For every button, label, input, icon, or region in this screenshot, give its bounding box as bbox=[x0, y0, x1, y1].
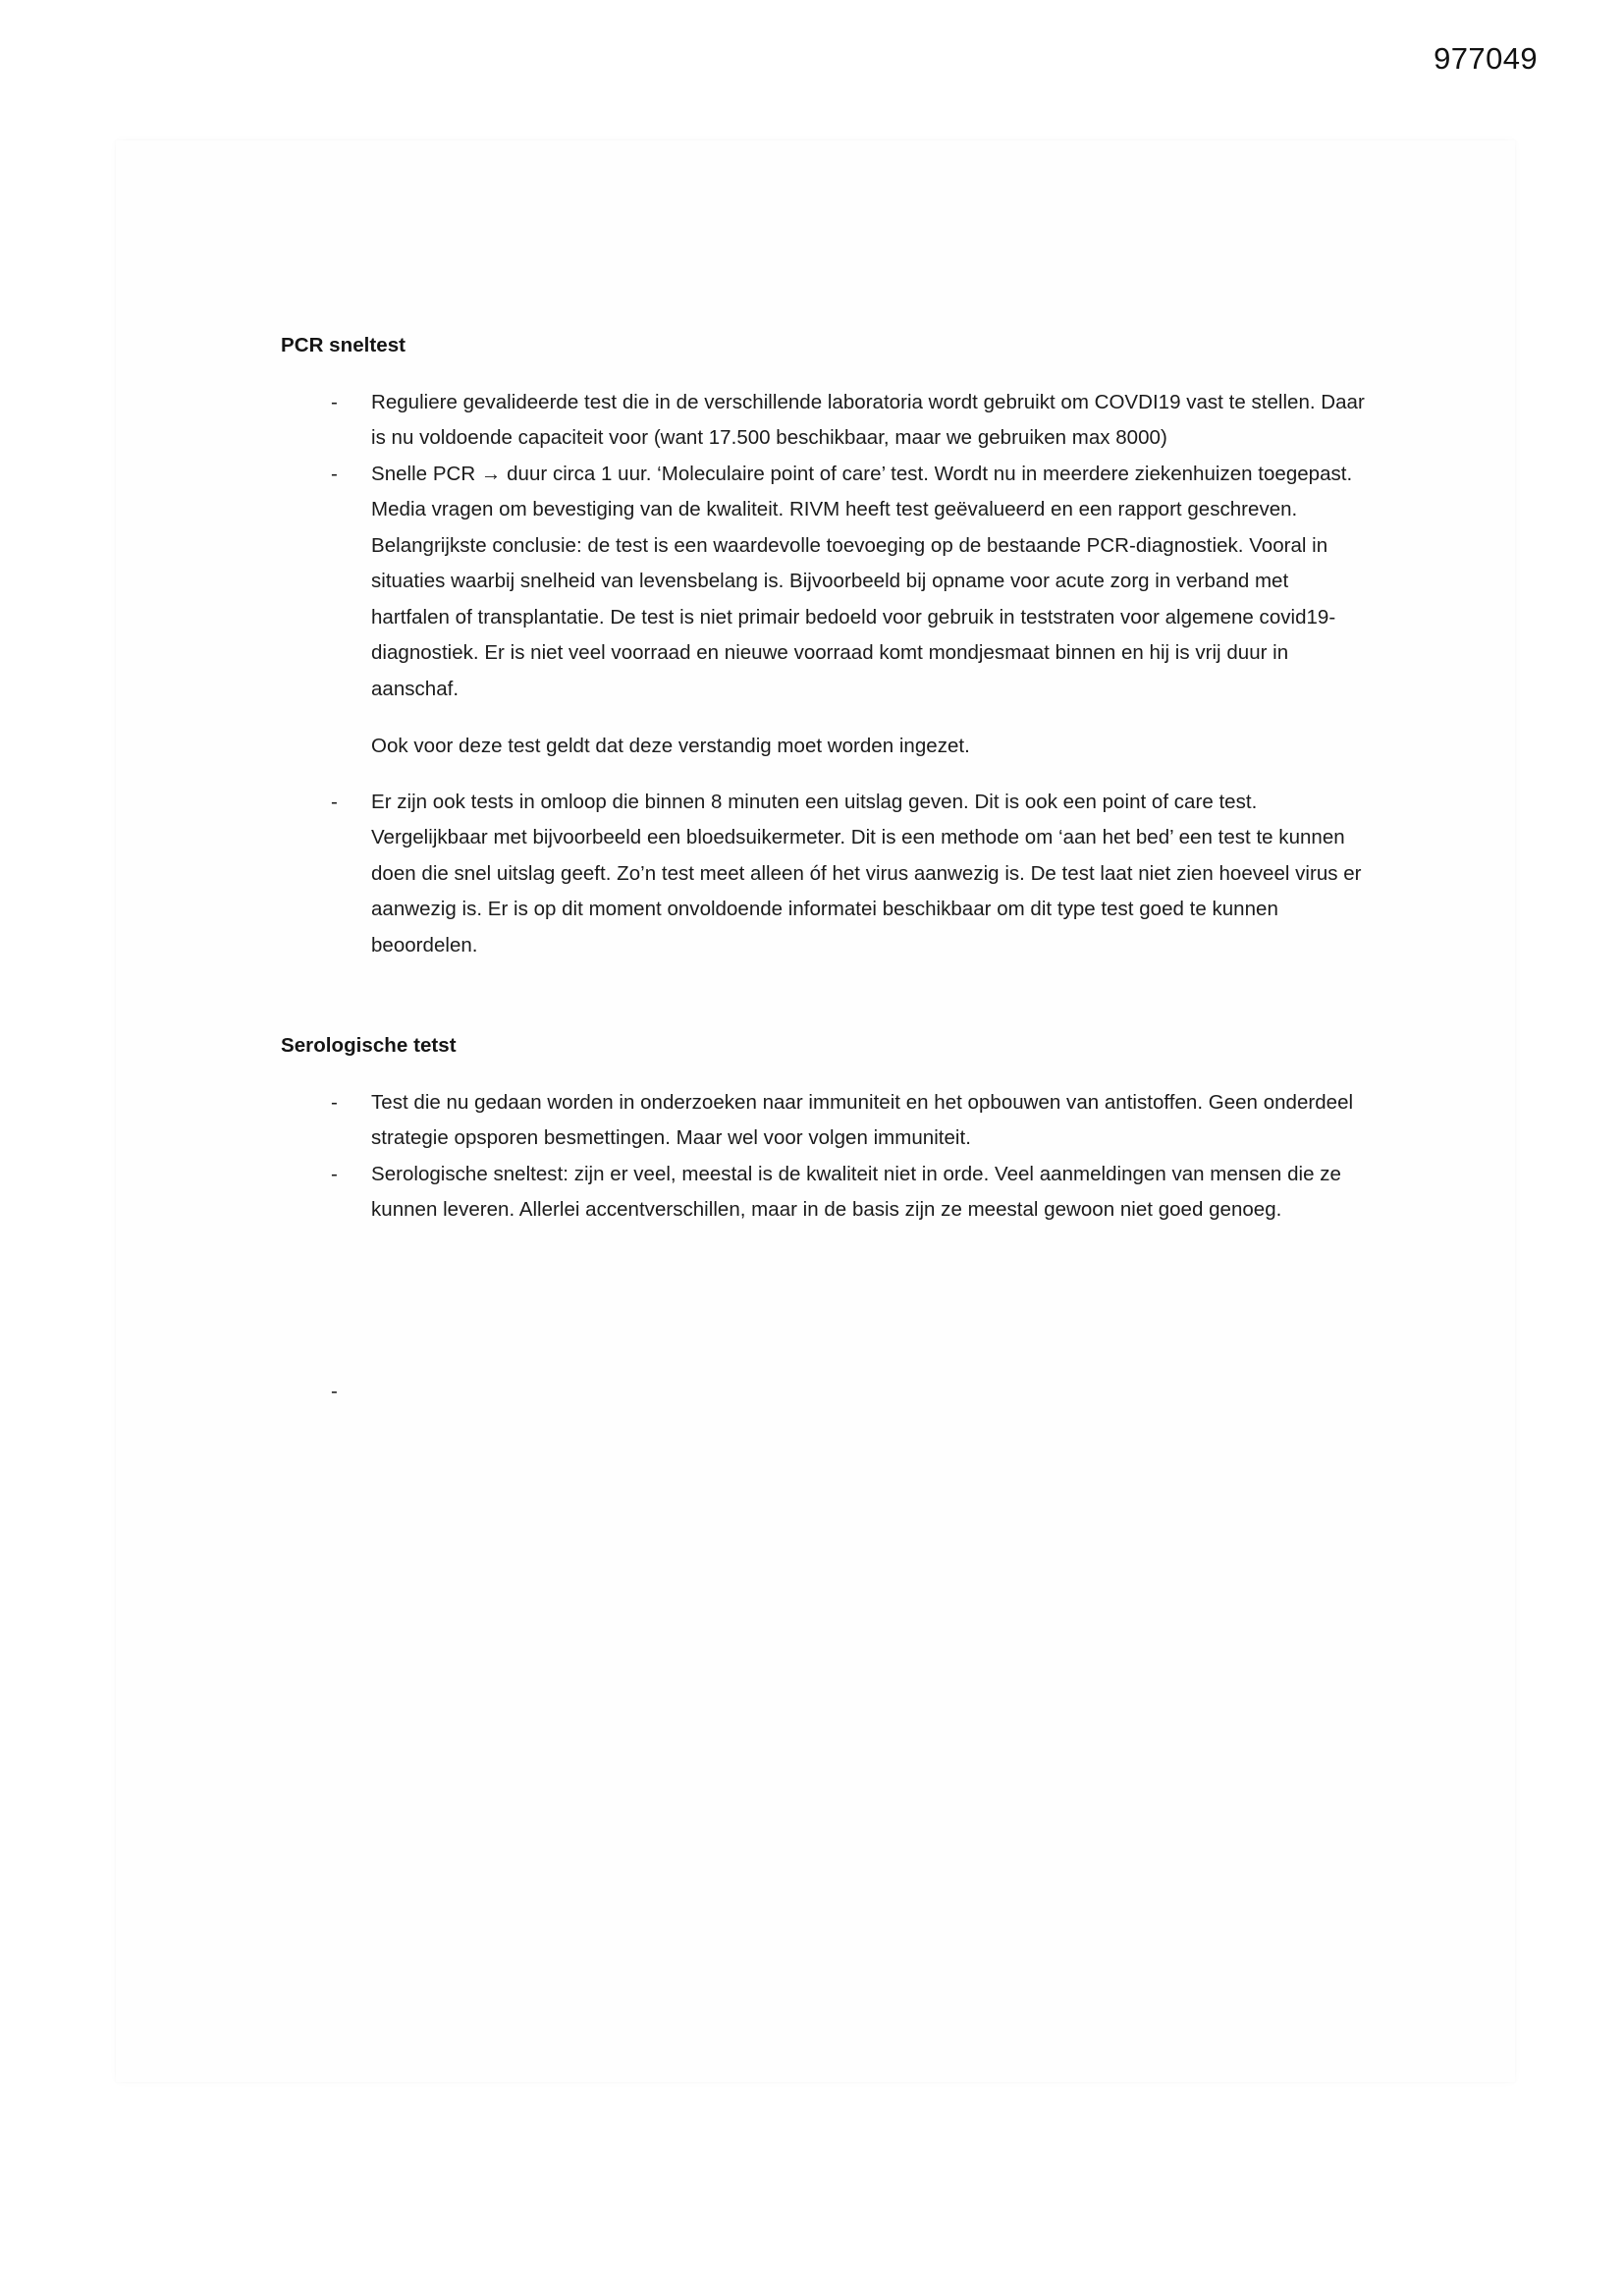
document-body bbox=[281, 332, 1371, 1409]
section-spacer bbox=[281, 963, 1371, 1032]
page-header-number: 977049 bbox=[1434, 41, 1538, 76]
list-item-empty bbox=[281, 1374, 1371, 1410]
paragraph-ook-voor-deze-test: Ook voor deze test geldt dat deze verstandig moet worden ingezet. bbox=[371, 735, 970, 758]
list-item bbox=[281, 1085, 1371, 1157]
list-item-text: Test die nu gedaan worden in onderzoeken naar immuniteit en het opbouwen van antistoffen. Geen onderdeel strategie opsporen besmettingen. Maar wel voor volgen immuniteit. bbox=[371, 1090, 1354, 1150]
bullet-dash-icon: - bbox=[331, 1379, 338, 1402]
list-item bbox=[281, 785, 1371, 964]
bullet-list-serologische-tetst bbox=[281, 1085, 1371, 1229]
bullet-dash-icon: - bbox=[331, 462, 338, 485]
bullet-dash-icon: - bbox=[331, 790, 338, 813]
list-item-text: Snelle PCR → duur circa 1 uur. ‘Moleculaire point of care’ test. Wordt nu in meerdere ziekenhuizen toegepast. Media vragen om bevestiging van de kwaliteit. RIVM heeft test geëvalueerd en een rapport geschreven. Belangrijkste conclusie: de test is een waardevolle toevoeging op de bestaande PCR-diagnostiek. Vooral in situaties waarbij snelheid van levensbelang is. Bijvoorbeeld bij opname voor acute zorg in verband met hartfalen of transplantatie. De test is niet primair bedoeld voor gebruik in teststraten voor algemene covid19-diagnostiek. Er is niet veel voorraad en nieuwe voorraad komt mondjesmaat binnen en hij is vrij duur in aanschaf. bbox=[371, 462, 1353, 700]
trailing-empty-bullet-block bbox=[281, 1374, 1371, 1410]
list-item-text: Serologische sneltest: zijn er veel, meestal is de kwaliteit niet in orde. Veel aanmeldingen van mensen die ze kunnen leveren. Allerlei accentverschillen, maar in de basis zijn ze meestal gewoon niet goed genoeg. bbox=[371, 1162, 1341, 1222]
bullet-dash-icon: - bbox=[331, 1162, 338, 1185]
section-pcr-sneltest bbox=[281, 332, 1371, 963]
section-serologische-tetst bbox=[281, 1032, 1371, 1229]
section-heading-pcr-sneltest: PCR sneltest bbox=[281, 334, 406, 356]
list-item bbox=[281, 385, 1371, 457]
section-heading-serologische-tetst: Serologische tetst bbox=[281, 1034, 457, 1058]
bullet-list-pcr-sneltest bbox=[281, 385, 1371, 964]
list-item bbox=[281, 457, 1371, 708]
list-item-text: Er zijn ook tests in omloop die binnen 8 minuten een uitslag geven. Dit is ook een point of care test. Vergelijkbaar met bijvoorbeeld een bloedsuikermeter. Dit is een methode om ‘aan het bed’ een test te kunnen doen die snel uitslag geeft. Zo’n test meet alleen óf het virus aanwezig is. De test laat niet zien hoeveel virus er aanwezig is. Er is op dit moment onvoldoende informatei beschikbaar om dit type test goed te kunnen beoordelen. bbox=[371, 790, 1362, 957]
list-item-text: Reguliere gevalideerde test die in de verschillende laboratoria wordt gebruikt om COVDI19 vast te stellen. Daar is nu voldoende capaciteit voor (want 17.500 beschikbaar, maar we gebruiken max 8000) bbox=[371, 390, 1365, 450]
list-item bbox=[281, 1157, 1371, 1229]
bullet-dash-icon: - bbox=[331, 1090, 338, 1114]
bullet-dash-icon: - bbox=[331, 390, 338, 413]
